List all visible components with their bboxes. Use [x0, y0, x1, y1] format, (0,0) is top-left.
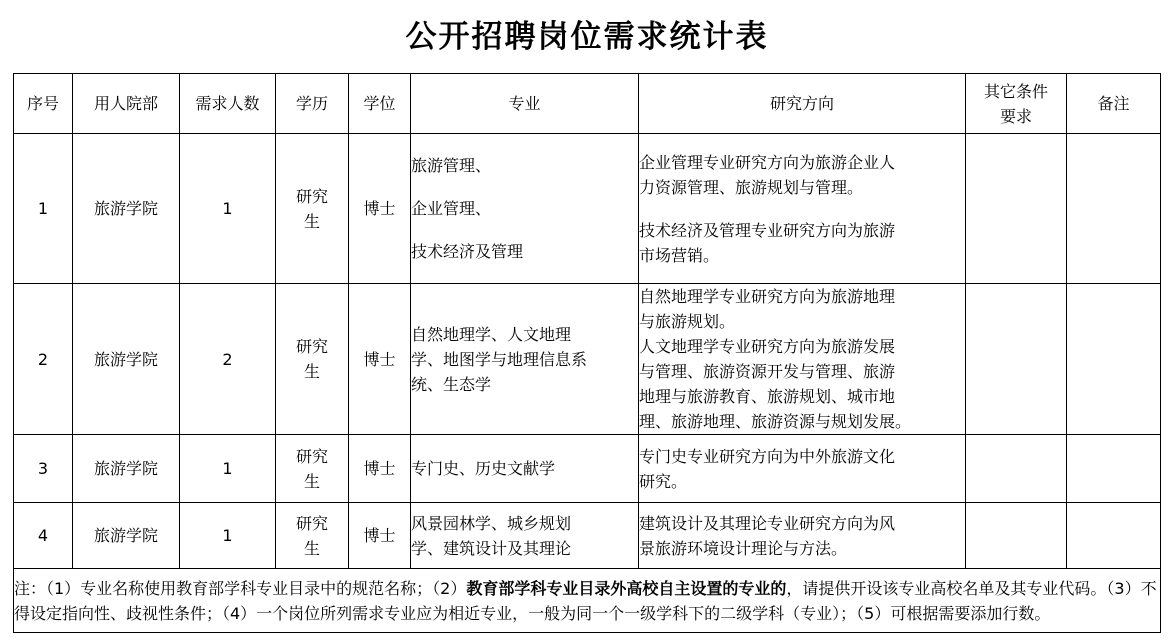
cell-degree: 博士 [349, 435, 411, 503]
cell-edu-line: 研究 [295, 513, 328, 533]
major-line: 旅游管理、 [411, 156, 492, 175]
research-line: 人文地理学专业研究方向为旅游发展 [639, 337, 896, 356]
note-row [14, 569, 1161, 633]
cell-major [411, 134, 639, 284]
cell-degree: 博士 [349, 134, 411, 284]
cell-research [639, 435, 966, 503]
research-line: 市场营销。 [639, 245, 720, 265]
major-line: 技术经济及管理 [411, 242, 524, 261]
table-row [14, 284, 1161, 435]
research-line: 企业管理专业研究方向为旅游企业人 [639, 152, 896, 172]
page-title: 公开招聘岗位需求统计表 [405, 19, 769, 55]
cell-edu [276, 503, 349, 569]
cell-count: 2 [180, 284, 276, 435]
major-line: 风景园林学、城乡规划 [411, 513, 572, 533]
cell-seq: 4 [14, 503, 73, 569]
cell-remark [1067, 284, 1161, 435]
header-remark: 备注 [1067, 74, 1161, 134]
cell-dept: 旅游学院 [73, 284, 180, 435]
cell-count: 1 [180, 134, 276, 284]
table-row [14, 435, 1161, 503]
major-line: 学、地图学与地理信息系 [411, 349, 588, 369]
major-line: 统、生态学 [411, 374, 492, 394]
major-line: 专门史、历史文献学 [411, 459, 556, 478]
header-other-line2: 要求 [999, 106, 1032, 126]
cell-count: 1 [180, 435, 276, 503]
cell-major [411, 503, 639, 569]
note-text: 注：（1）专业名称使用教育部学科专业目录中的规范名称；（2） [14, 578, 467, 598]
cell-dept: 旅游学院 [73, 134, 180, 284]
cell-edu-line: 研究 [295, 337, 328, 356]
note-text: ，请提供开设该专业高校名单及其专业代码。（3）不得设定指向性、歧视性条件；（4）一个岗位所列需求专业应为相近专业，一般为同一个一级学科下的二级学科（专业）；（5）可根据需要添加行数。 [14, 578, 1157, 623]
cell-dept: 旅游学院 [73, 435, 180, 503]
research-line: 自然地理学专业研究方向为旅游地理 [639, 287, 896, 306]
cell-seq: 2 [14, 284, 73, 435]
cell-remark [1067, 503, 1161, 569]
header-row [14, 74, 1161, 134]
header-count: 需求人数 [180, 74, 276, 134]
header-edu: 学历 [276, 74, 349, 134]
research-line: 理、旅游地理、旅游资源与规划发展。 [639, 412, 912, 431]
cell-edu [276, 435, 349, 503]
table-note [14, 569, 1161, 633]
research-line: 地理与旅游教育、旅游规划、城市地 [639, 387, 896, 406]
cell-degree: 博士 [349, 503, 411, 569]
research-line: 与旅游规划。 [639, 312, 736, 331]
research-line: 与管理、旅游资源开发与管理、旅游 [639, 362, 896, 381]
header-research: 研究方向 [639, 74, 966, 134]
cell-seq: 1 [14, 134, 73, 284]
header-other [966, 74, 1067, 134]
header-dept: 用人院部 [73, 74, 180, 134]
cell-other [966, 284, 1067, 435]
cell-edu-line: 生 [303, 362, 320, 381]
table-row [14, 503, 1161, 569]
cell-research [639, 284, 966, 435]
header-degree: 学位 [349, 74, 411, 134]
header-major: 专业 [411, 74, 639, 134]
job-requirements-table [13, 73, 1161, 633]
cell-major [411, 284, 639, 435]
cell-other [966, 503, 1067, 569]
cell-dept: 旅游学院 [73, 503, 180, 569]
cell-seq: 3 [14, 435, 73, 503]
table-row [14, 134, 1161, 284]
major-line: 学、建筑设计及其理论 [411, 538, 572, 558]
cell-other [966, 134, 1067, 284]
cell-degree: 博士 [349, 284, 411, 435]
cell-remark [1067, 134, 1161, 284]
cell-count: 1 [180, 503, 276, 569]
cell-edu-line: 研究 [295, 186, 328, 206]
major-line: 自然地理学、人文地理 [411, 324, 572, 344]
research-line: 研究。 [639, 471, 688, 491]
cell-edu-line: 生 [303, 211, 320, 231]
cell-edu-line: 生 [303, 538, 320, 558]
cell-edu-line: 生 [303, 471, 320, 491]
research-line: 建筑设计及其理论专业研究方向为风 [639, 513, 896, 533]
cell-other [966, 435, 1067, 503]
cell-edu-line: 研究 [295, 446, 328, 466]
research-line: 技术经济及管理专业研究方向为旅游 [639, 220, 896, 240]
major-line: 企业管理、 [411, 199, 492, 218]
cell-research [639, 503, 966, 569]
header-other-line1: 其它条件 [983, 81, 1048, 101]
cell-edu [276, 284, 349, 435]
cell-remark [1067, 435, 1161, 503]
cell-research [639, 134, 966, 284]
research-line: 景旅游环境设计理论与方法。 [639, 538, 848, 558]
research-line: 专门史专业研究方向为中外旅游文化 [639, 446, 896, 466]
cell-edu [276, 134, 349, 284]
note-bold-text: 教育部学科专业目录外高校自主设置的专业的 [466, 578, 787, 598]
cell-major [411, 435, 639, 503]
research-line: 力资源管理、旅游规划与管理。 [639, 177, 864, 197]
header-seq: 序号 [14, 74, 73, 134]
